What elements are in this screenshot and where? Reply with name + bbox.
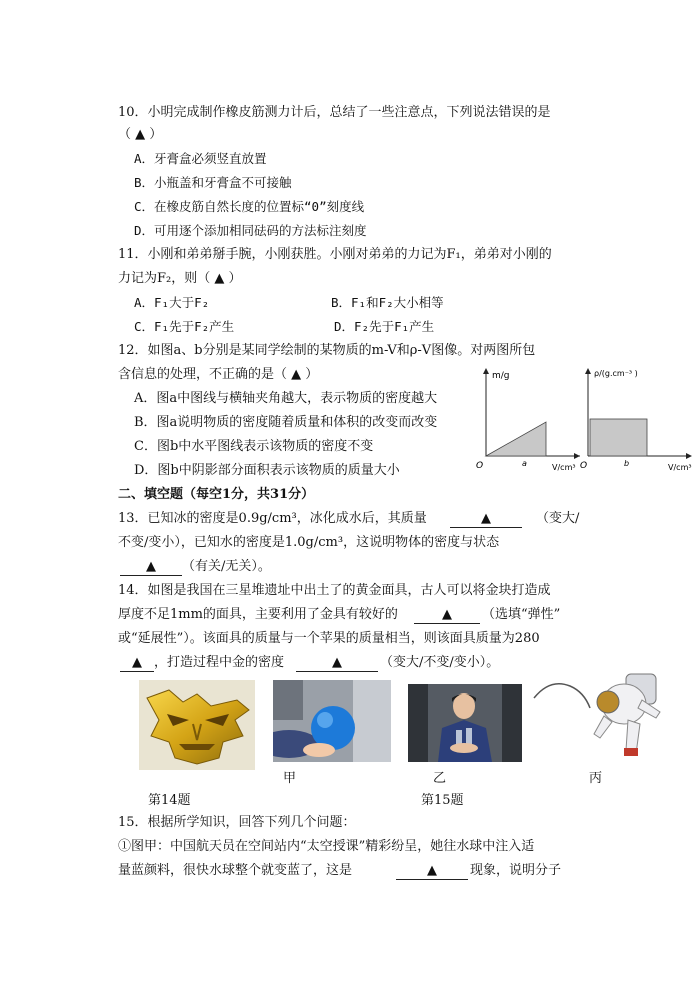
q11-option-a: A．F₁大于F₂ — [134, 295, 210, 310]
q10-option-a: A．牙膏盒必须竖直放置 — [134, 151, 267, 166]
cabin-panel — [353, 680, 391, 762]
astronaut-hands — [450, 743, 478, 753]
q12-stem-line2: 含信息的处理，不正确的是（ ▲ ） — [118, 367, 319, 382]
caption-jia: 甲 — [283, 771, 297, 786]
q13-text-3: （有关/无关）。 — [182, 559, 271, 574]
golden-mask-illustration — [139, 680, 255, 770]
photo-jia-water-ball — [273, 680, 391, 762]
caption-fig14: 第14题 — [148, 793, 191, 808]
photo-bing-spacewalk — [530, 668, 670, 764]
q10-stem-line1: 10．小明完成制作橡皮筋测力计后，总结了一些注意点，下列说法错误的是 — [118, 105, 551, 120]
q10-option-d: D．可用逐个添加相同砝码的方法标注刻度 — [134, 223, 367, 238]
q14-text-1: 14．如图是我国在三星堆遗址中出土了的黄金面具，古人可以将金块打造成 — [118, 583, 551, 598]
q13-blank-1[interactable]: ▲ — [450, 510, 522, 528]
q14-blank-1[interactable]: ▲ — [414, 606, 480, 624]
q13-line1 — [118, 509, 427, 529]
q11-option-b: B．F₁和F₂大小相等 — [331, 295, 444, 310]
q10-option-b: B．小瓶盖和牙膏盒不可接触 — [134, 175, 292, 190]
q10-stem-line2: （ ▲ ） — [118, 127, 163, 142]
graph-b-xlabel: V/cm³ — [668, 463, 692, 472]
q12-stem-line1: 12．如图a、b分别是某同学绘制的某物质的m-V和ρ-V图像。对两图所包 — [118, 343, 536, 358]
q10-option-c: C．在橡皮筋自然长度的位置标“0”刻度线 — [134, 199, 365, 214]
graph-b-tick-b: b — [624, 459, 630, 468]
graph-a-triangle-region — [486, 422, 546, 456]
graph-b-y-arrow — [585, 368, 591, 374]
graph-b-rho-v — [576, 364, 696, 476]
cabin-wall — [273, 680, 303, 720]
q14-text-3: 或“延展性”）。该面具的质量与一个苹果的质量相当，则该面具质量为280 — [118, 631, 540, 646]
tether-line — [534, 684, 590, 708]
q15-text-1: ①图甲：中国航天员在空间站内“太空授课”精彩纷呈，她往水球中注入适 — [118, 839, 535, 854]
q13-text-1a: 13．已知冰的密度是0.9g/cm³，冰化成水后，其质量 — [118, 511, 427, 526]
graph-b-origin: O — [580, 461, 588, 471]
graph-a-m-v — [472, 364, 584, 476]
astronaut-boot-stripe — [624, 748, 638, 756]
q14-text-4b: （变大/不变/变小）。 — [380, 655, 500, 670]
station-left-panel — [408, 684, 428, 762]
q15-text-2a: 量蓝颜料，很快水球整个就变蓝了，这是 — [118, 863, 353, 878]
caption-yi: 乙 — [433, 771, 447, 786]
mask-shape — [147, 690, 249, 764]
caption-bing: 丙 — [589, 771, 603, 786]
spacewalk-illustration — [530, 668, 670, 764]
q15-text-2b: 现象，说明分子 — [470, 863, 562, 878]
q13-text-1b: （变大/ — [536, 511, 580, 526]
q12-option-c: C．图b中水平图线表示该物质的密度不变 — [134, 439, 374, 454]
graph-a-ylabel: m/g — [492, 371, 510, 381]
q14-blank-2[interactable]: ▲ — [120, 654, 154, 672]
graph-b-shaded-region — [590, 419, 647, 456]
water-ball-illustration — [273, 680, 391, 762]
q15-stem: 15．根据所学知识，回答下列几个问题： — [118, 815, 356, 830]
q11-stem-line1: 11．小刚和弟弟掰手腕，小刚获胜。小刚对弟弟的力记为F₁，弟弟对小刚的 — [118, 247, 552, 262]
q12-option-d: D．图b中阴影部分面积表示该物质的质量大小 — [134, 463, 400, 478]
graph-b-ylabel: ρ/(g.cm⁻³ ) — [594, 369, 638, 378]
q15-blank-1[interactable]: ▲ — [396, 862, 468, 880]
graph-a-origin: O — [476, 461, 484, 471]
q14-text-2a: 厚度不足1mm的面具，主要利用了金具有较好的 — [118, 607, 398, 622]
q14-text-4a: ，打造过程中金的密度 — [154, 655, 285, 670]
caption-fig15: 第15题 — [421, 793, 464, 808]
graph-a-xlabel: V/cm³ — [552, 463, 576, 472]
astronaut-hand — [303, 743, 335, 757]
q13-blank-2[interactable]: ▲ — [120, 558, 182, 576]
q14-blank-3[interactable]: ▲ — [296, 654, 378, 672]
water-ball-highlight — [317, 712, 333, 728]
q12-option-a: A．图a中图线与横轴夹角越大，表示物质的密度越大 — [134, 391, 438, 406]
golden-mask-photo — [139, 680, 255, 770]
photo-yi-astronaut — [408, 684, 522, 762]
astronaut-helmet-visor — [597, 691, 619, 713]
station-right-panel — [502, 684, 522, 762]
q11-stem-line2: 力记为F₂，则（ ▲ ） — [118, 271, 242, 286]
astronaut-yi-illustration — [408, 684, 522, 762]
graph-a-tick-a: a — [522, 459, 527, 468]
q13-text-2a: 不变/变小），已知水的密度是1.0g/cm³，这说明物体的密度与状态 — [118, 535, 500, 550]
q12-option-b: B．图a说明物质的密度随着质量和体积的改变而改变 — [134, 415, 438, 430]
q11-option-d: D．F₂先于F₁产生 — [334, 319, 435, 334]
q11-option-c: C．F₁先于F₂产生 — [134, 319, 235, 334]
section2-title: 二、填空题（每空1分，共31分） — [118, 487, 315, 502]
graph-a-y-arrow — [483, 368, 489, 374]
graph-b-x-arrow — [686, 453, 692, 459]
q14-text-2b: （选填“弹性” — [482, 607, 561, 622]
mask-mouth — [179, 744, 215, 750]
